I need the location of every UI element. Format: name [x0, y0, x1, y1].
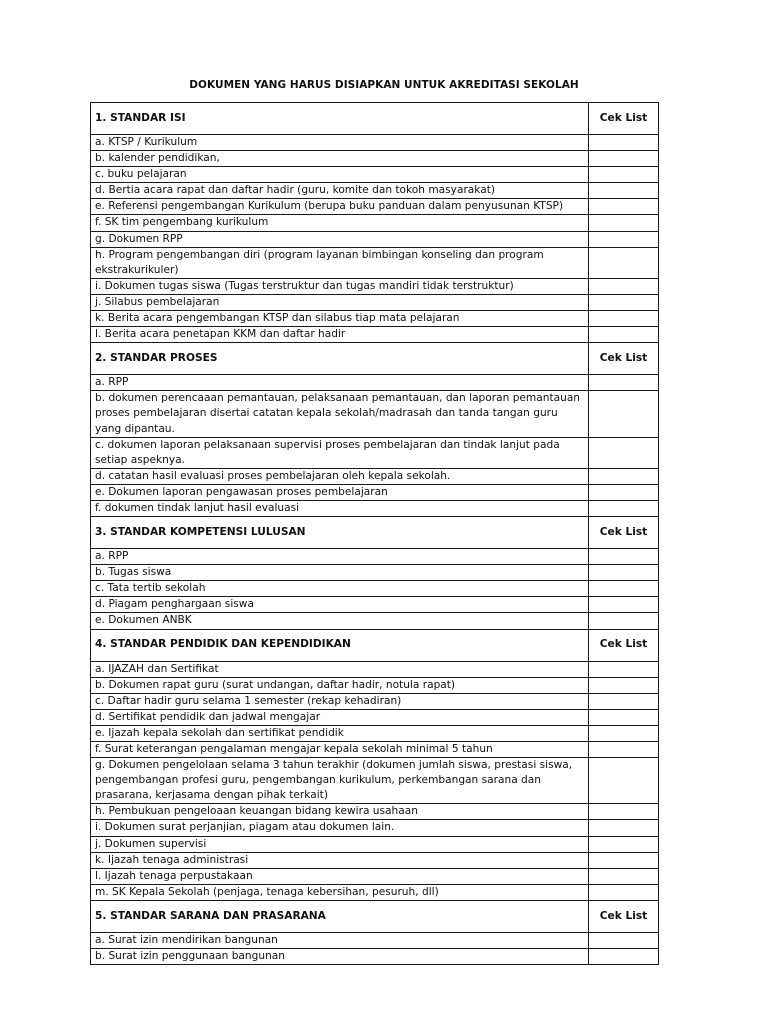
check-cell[interactable] [589, 836, 659, 852]
section-title: 4. STANDAR PENDIDIK DAN KEPENDIDIKAN [91, 629, 589, 661]
item-label: d. Piagam penghargaan siswa [91, 597, 589, 613]
check-cell[interactable] [589, 135, 659, 151]
item-label: a. KTSP / Kurikulum [91, 135, 589, 151]
page-title: DOKUMEN YANG HARUS DISIAPKAN UNTUK AKREDITASI SEKOLAH [189, 79, 579, 91]
item-label: b. Dokumen rapat guru (surat undangan, daftar hadir, notula rapat) [91, 677, 589, 693]
item-label: l. Ijazah tenaga perpustakaan [91, 868, 589, 884]
checklist-item-row [91, 868, 659, 884]
check-cell[interactable] [589, 167, 659, 183]
check-cell[interactable] [589, 199, 659, 215]
cek-list-header: Cek List [589, 103, 659, 135]
check-cell[interactable] [589, 565, 659, 581]
check-cell[interactable] [589, 852, 659, 868]
cek-list-header: Cek List [589, 629, 659, 661]
section-header-row [91, 517, 659, 549]
section-header-row [91, 343, 659, 375]
item-label: b. dokumen perencaaan pemantauan, pelaksanaan pemantauan, dan laporan pemantauan proses pembelajaran disertai catatan kepala sekolah/madrasah dan tanda tangan guru yang dipantau. [91, 391, 589, 437]
check-cell[interactable] [589, 151, 659, 167]
check-cell[interactable] [589, 932, 659, 948]
item-label: l. Berita acara penetapan KKM dan daftar hadir [91, 327, 589, 343]
checklist-item-row [91, 215, 659, 231]
checklist-item-row [91, 804, 659, 820]
accreditation-checklist-table [90, 102, 659, 965]
check-cell[interactable] [589, 247, 659, 278]
checklist-item-row [91, 661, 659, 677]
checklist-item-row [91, 375, 659, 391]
checklist-item-row [91, 725, 659, 741]
item-label: h. Program pengembangan diri (program layanan bimbingan konseling dan program ekstrakurikuler) [91, 247, 589, 278]
section-header-row [91, 900, 659, 932]
item-label: b. Tugas siswa [91, 565, 589, 581]
check-cell[interactable] [589, 468, 659, 484]
check-cell[interactable] [589, 868, 659, 884]
check-cell[interactable] [589, 311, 659, 327]
checklist-item-row [91, 500, 659, 516]
item-label: g. Dokumen pengelolaan selama 3 tahun terakhir (dokumen jumlah siswa, prestasi siswa, pengembangan profesi guru, pengembangan kurikulum, perkembangan sarana dan prasarana, kerjasama dengan pihak terkait) [91, 758, 589, 804]
cek-list-header: Cek List [589, 900, 659, 932]
item-label: d. Bertia acara rapat dan daftar hadir (guru, komite dan tokoh masyarakat) [91, 183, 589, 199]
item-label: c. Tata tertib sekolah [91, 581, 589, 597]
checklist-item-row [91, 484, 659, 500]
checklist-item-row [91, 836, 659, 852]
check-cell[interactable] [589, 327, 659, 343]
item-label: c. dokumen laporan pelaksanaan supervisi proses pembelajaran dan tindak lanjut pada setiap aspeknya. [91, 437, 589, 468]
check-cell[interactable] [589, 278, 659, 294]
checklist-item-row [91, 231, 659, 247]
cek-list-header: Cek List [589, 343, 659, 375]
check-cell[interactable] [589, 742, 659, 758]
section-title: 1. STANDAR ISI [91, 103, 589, 135]
check-cell[interactable] [589, 820, 659, 836]
checklist-item-row [91, 852, 659, 868]
check-cell[interactable] [589, 581, 659, 597]
item-label: a. RPP [91, 375, 589, 391]
item-label: d. Sertifikat pendidik dan jadwal mengajar [91, 709, 589, 725]
item-label: f. Surat keterangan pengalaman mengajar kepala sekolah minimal 5 tahun [91, 742, 589, 758]
check-cell[interactable] [589, 884, 659, 900]
check-cell[interactable] [589, 709, 659, 725]
item-label: m. SK Kepala Sekolah (penjaga, tenaga kebersihan, pesuruh, dll) [91, 884, 589, 900]
checklist-item-row [91, 884, 659, 900]
item-label: k. Ijazah tenaga administrasi [91, 852, 589, 868]
section-title: 2. STANDAR PROSES [91, 343, 589, 375]
item-label: e. Dokumen ANBK [91, 613, 589, 629]
item-label: i. Dokumen tugas siswa (Tugas terstruktur dan tugas mandiri tidak terstruktur) [91, 278, 589, 294]
check-cell[interactable] [589, 215, 659, 231]
checklist-item-row [91, 278, 659, 294]
checklist-item-row [91, 565, 659, 581]
check-cell[interactable] [589, 549, 659, 565]
checklist-item-row [91, 709, 659, 725]
section-header-row [91, 103, 659, 135]
checklist-item-row [91, 742, 659, 758]
item-label: c. buku pelajaran [91, 167, 589, 183]
item-label: k. Berita acara pengembangan KTSP dan silabus tiap mata pelajaran [91, 311, 589, 327]
checklist-item-row [91, 151, 659, 167]
item-label: e. Referensi pengembangan Kurikulum (berupa buku panduan dalam penyusunan KTSP) [91, 199, 589, 215]
checklist-item-row [91, 135, 659, 151]
item-label: h. Pembukuan pengeloaan keuangan bidang kewira usahaan [91, 804, 589, 820]
item-label: c. Daftar hadir guru selama 1 semester (rekap kehadiran) [91, 693, 589, 709]
item-label: d. catatan hasil evaluasi proses pembelajaran oleh kepala sekolah. [91, 468, 589, 484]
item-label: e. Ijazah kepala sekolah dan sertifikat pendidik [91, 725, 589, 741]
item-label: f. dokumen tindak lanjut hasil evaluasi [91, 500, 589, 516]
checklist-item-row [91, 581, 659, 597]
item-label: j. Silabus pembelajaran [91, 294, 589, 310]
section-title: 3. STANDAR KOMPETENSI LULUSAN [91, 517, 589, 549]
check-cell[interactable] [589, 693, 659, 709]
checklist-item-row [91, 932, 659, 948]
checklist-item-row [91, 311, 659, 327]
checklist-item-row [91, 437, 659, 468]
checklist-item-row [91, 549, 659, 565]
check-cell[interactable] [589, 677, 659, 693]
checklist-item-row [91, 294, 659, 310]
section-header-row [91, 629, 659, 661]
checklist-item-row [91, 613, 659, 629]
checklist-item-row [91, 391, 659, 437]
check-cell[interactable] [589, 758, 659, 804]
checklist-item-row [91, 677, 659, 693]
item-label: e. Dokumen laporan pengawasan proses pembelajaran [91, 484, 589, 500]
cek-list-header: Cek List [589, 517, 659, 549]
item-label: b. kalender pendidikan, [91, 151, 589, 167]
item-label: i. Dokumen surat perjanjian, piagam atau dokumen lain. [91, 820, 589, 836]
item-label: j. Dokumen supervisi [91, 836, 589, 852]
check-cell[interactable] [589, 500, 659, 516]
check-cell[interactable] [589, 597, 659, 613]
checklist-item-row [91, 199, 659, 215]
item-label: g. Dokumen RPP [91, 231, 589, 247]
item-label: a. Surat izin mendirikan bangunan [91, 932, 589, 948]
section-title: 5. STANDAR SARANA DAN PRASARANA [91, 900, 589, 932]
checklist-item-row [91, 183, 659, 199]
item-label: b. Surat izin penggunaan bangunan [91, 949, 589, 965]
checklist-item-row [91, 949, 659, 965]
check-cell[interactable] [589, 661, 659, 677]
check-cell[interactable] [589, 231, 659, 247]
check-cell[interactable] [589, 804, 659, 820]
checklist-item-row [91, 327, 659, 343]
checklist-item-row [91, 597, 659, 613]
checklist-item-row [91, 247, 659, 278]
checklist-item-row [91, 820, 659, 836]
item-label: a. RPP [91, 549, 589, 565]
check-cell[interactable] [589, 437, 659, 468]
check-cell[interactable] [589, 294, 659, 310]
item-label: f. SK tim pengembang kurikulum [91, 215, 589, 231]
check-cell[interactable] [589, 725, 659, 741]
check-cell[interactable] [589, 949, 659, 965]
checklist-item-row [91, 468, 659, 484]
checklist-item-row [91, 758, 659, 804]
item-label: a. IJAZAH dan Sertifikat [91, 661, 589, 677]
check-cell[interactable] [589, 375, 659, 391]
check-cell[interactable] [589, 183, 659, 199]
checklist-item-row [91, 693, 659, 709]
check-cell[interactable] [589, 391, 659, 437]
check-cell[interactable] [589, 484, 659, 500]
checklist-item-row [91, 167, 659, 183]
check-cell[interactable] [589, 613, 659, 629]
